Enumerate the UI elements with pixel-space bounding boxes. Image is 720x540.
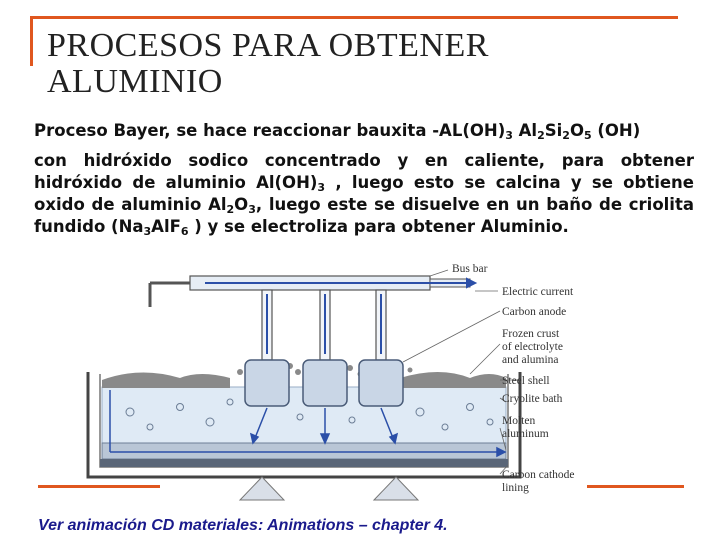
- label-bus-bar: Bus bar: [452, 263, 488, 275]
- title-line-1: PROCESOS PARA OBTENER: [47, 27, 489, 64]
- left-rule: [30, 16, 33, 66]
- cell-supports: [240, 477, 418, 500]
- subscript: 3: [248, 203, 256, 216]
- carbon-anodes: [245, 360, 403, 406]
- label-carbon-cathode: Carbon cathode: [502, 469, 575, 481]
- label-frozen-crust-2: of electrolyte: [502, 341, 563, 353]
- subscript: 3: [505, 129, 513, 142]
- molten-aluminum: [102, 443, 506, 459]
- body-text: [34, 120, 694, 238]
- text-run: (OH): [591, 121, 641, 140]
- text-run: Al: [512, 121, 538, 140]
- text-run: Si: [544, 121, 563, 140]
- subscript: 3: [317, 181, 326, 194]
- subscript: 2: [537, 129, 545, 142]
- label-electric-current: Electric current: [502, 286, 574, 298]
- text-run: O: [234, 195, 249, 214]
- subscript: 3: [143, 225, 152, 238]
- top-rule: [30, 16, 678, 19]
- label-frozen-crust: Frozen crust: [502, 328, 560, 340]
- subscript: 5: [583, 129, 592, 142]
- text-run: O: [569, 121, 584, 140]
- text-run: , luego esto se calcina y se obtiene oxido de aluminio Al: [34, 173, 694, 214]
- text-run: AlF: [151, 217, 181, 236]
- carbon-cathode-lining: [100, 459, 508, 467]
- subscript: 2: [226, 203, 235, 216]
- title-line-2: ALUMINIO: [47, 63, 223, 100]
- process-paragraph: [34, 150, 694, 238]
- label-steel-shell: Steel shell: [502, 375, 550, 387]
- bus-bar: [150, 276, 470, 307]
- label-frozen-crust-3: and alumina: [502, 354, 559, 366]
- label-lining: lining: [502, 482, 529, 494]
- text-run: con hidróxido sodico concentrado y en caliente, para obtener hidróxido de aluminio Al(OH): [34, 151, 694, 192]
- subscript: 6: [180, 225, 189, 238]
- anode-rods: [262, 290, 386, 360]
- text-run: Proceso Bayer, se hace reaccionar bauxita -AL(OH): [34, 121, 506, 140]
- subscript: 2: [562, 129, 570, 142]
- text-run: , luego este se disuelve en un baño de criolita fundido (Na: [34, 195, 694, 236]
- electrolysis-cell-diagram: [0, 262, 720, 502]
- bayer-line: [34, 120, 694, 142]
- animation-link-text: Ver animación CD materiales: Animations – chapter 4.: [38, 517, 448, 534]
- label-molten: Molten: [502, 415, 536, 427]
- text-run: ) y se electroliza para obtener Aluminio.: [188, 217, 569, 236]
- label-aluminum: aluminum: [502, 428, 549, 440]
- page-title: [47, 28, 607, 100]
- label-cryolite-bath: Cryolite bath: [502, 393, 563, 405]
- label-carbon-anode: Carbon anode: [502, 306, 567, 318]
